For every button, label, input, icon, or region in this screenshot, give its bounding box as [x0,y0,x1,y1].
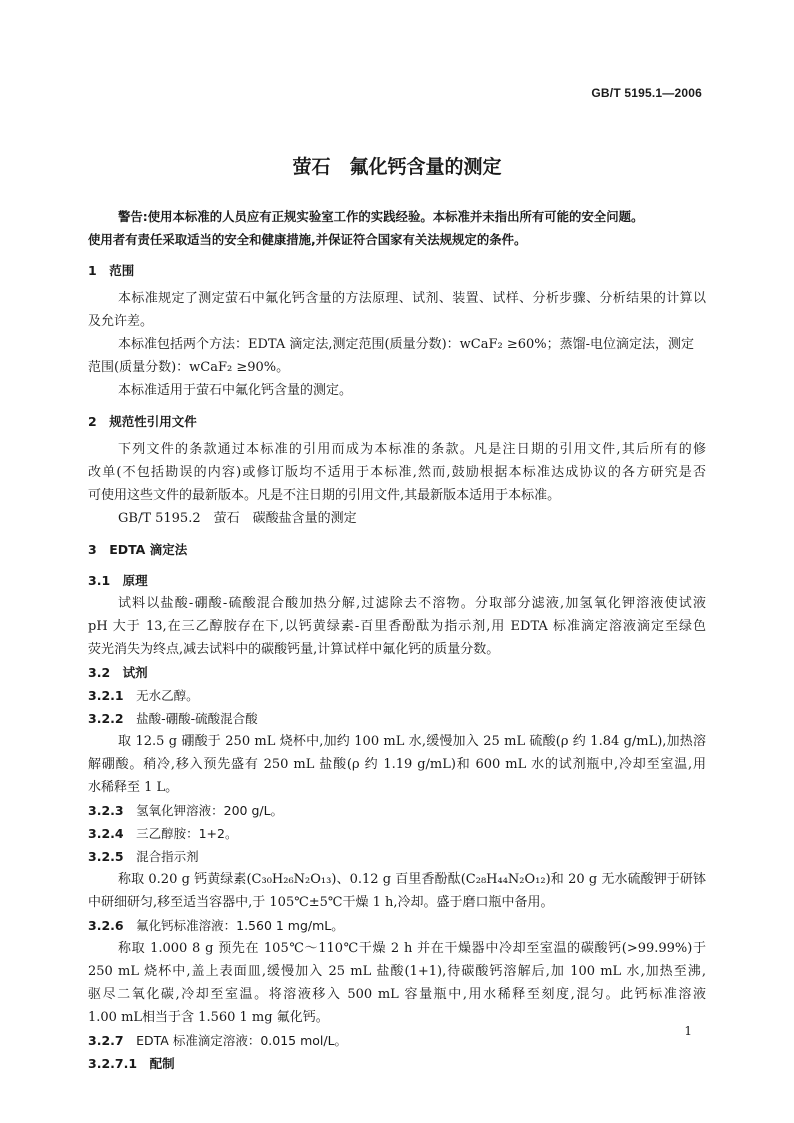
page-number: 1 [684,1024,692,1038]
sec1-p1-l1: 本标准规定了测定萤石中氟化钙含量的方法原理、试剂、装置、试样、分析步骤、分析结果的计算以 [118,291,706,306]
s327-text: EDTA 标准滴定溶液：0.015 mol/L。 [136,1033,348,1048]
s322-p-l1: 取 12.5 g 硼酸于 250 mL 烧杯中,加约 100 mL 水,缓慢加入 25 mL 硫酸(ρ 约 1.84 g/mL),加热溶 [118,734,706,749]
s3271-heading [88,1052,706,1075]
sec2-p1-l3: 可使用这些文件的最新版本。凡是不注日期的引用文件,其最新版本适用于本标准。 [88,488,561,503]
s31-heading [88,569,706,592]
warning-line-2: 使用者有责任采取适当的安全和健康措施,并保证符合国家有关法规规定的条件。 [88,232,527,247]
s326-no: 3.2.6 [88,918,124,933]
s326-p-l4: 1.00 mL相当于含 1.560 1 mg 氟化钙。 [88,1010,329,1025]
s3271-title: 配制 [149,1056,175,1071]
s322-no: 3.2.2 [88,711,124,726]
s31-p-l2: pH 大于 13,在三乙醇胺存在下,以钙黄绿素-百里香酚酞为指示剂,用 EDTA 标准滴定溶液滴定至绿色 [88,619,706,634]
s326 [88,914,706,937]
s322-p-l3: 水稀释至 1 L。 [88,780,179,795]
s325-p-l1: 称取 0.20 g 钙黄绿素(C₃₀H₂₆N₂O₁₃)、0.12 g 百里香酚酞(C₂₈H₄₄N₂O₁₂)和 20 g 无水硫酸钾于研钵 [118,872,706,887]
s325-p-l2: 中研细研匀,移至适当容器中,于 105℃±5℃干燥 1 h,冷却。盛于磨口瓶中备用。 [88,895,554,910]
page-title: 萤石 氟化钙含量的测定 [292,156,502,178]
s324-text: 三乙醇胺：1+2。 [136,826,238,841]
warning-line-1: 警告:使用本标准的人员应有正规实验室工作的实践经验。本标准并未指出所有可能的安全问题。 [118,209,644,224]
s322-heading [88,707,706,730]
s327-no: 3.2.7 [88,1033,124,1048]
sec1-p2-l1: 本标准包括两个方法：EDTA 滴定法,测定范围(质量分数)：wCaF₂ ≥60%；蒸馏-电位滴定法，测定 [118,337,695,352]
sec1-p1-l2: 及允许差。 [88,314,154,329]
document-body [88,205,706,1075]
s326-p-l3: 驱尽二氧化碳,冷却至室温。将溶液移入 500 mL 容量瓶中,用水稀释至刻度,混匀。此钙标准溶液 [88,987,706,1002]
sec2-p1-l1: 下列文件的条款通过本标准的引用而成为本标准的条款。凡是注日期的引用文件,其后所有的修 [118,442,706,457]
s324-no: 3.2.4 [88,826,124,841]
s326-text: 氟化钙标准溶液：1.560 1 mg/mL。 [136,918,344,933]
s322-title: 盐酸-硼酸-硫酸混合酸 [136,711,258,726]
s32-title: 试剂 [122,665,148,680]
s321 [88,684,706,707]
s31-title: 原理 [122,573,148,588]
s323-text: 氢氧化钾溶液：200 g/L。 [136,803,284,818]
s323-no: 3.2.3 [88,803,124,818]
section-1-heading: 1 范围 [88,263,135,278]
s324 [88,822,706,845]
s32-no: 3.2 [88,665,111,680]
sec1-p3: 本标准适用于萤石中氟化钙含量的测定。 [118,383,353,398]
s32-heading [88,661,706,684]
s3271-no: 3.2.7.1 [88,1056,138,1071]
s325-no: 3.2.5 [88,849,124,864]
sec1-p2-l2: 范围(质量分数)：wCaF₂ ≥90%。 [88,360,290,375]
s325-title: 混合指示剂 [136,849,199,864]
s321-text: 无水乙醇。 [136,688,199,703]
s323 [88,799,706,822]
s321-no: 3.2.1 [88,688,124,703]
standard-number: GB/T 5195.1—2006 [591,86,702,100]
section-3-heading: 3 EDTA 滴定法 [88,542,188,557]
section-2-heading: 2 规范性引用文件 [88,414,197,429]
s31-no: 3.1 [88,573,111,588]
s322-p-l2: 解硼酸。稍冷,移入预先盛有 250 mL 盐酸(ρ 约 1.19 g/mL)和 600 mL 水的试剂瓶中,冷却至室温,用 [88,757,706,772]
s326-p-l1: 称取 1.000 8 g 预先在 105℃～110℃干燥 2 h 并在干燥器中冷却至室温的碳酸钙(>99.99%)于 [118,941,706,956]
s326-p-l2: 250 mL 烧杯中,盖上表面皿,缓慢加入 25 mL 盐酸(1+1),待碳酸钙溶解后,加 100 mL 水,加热至沸, [88,964,706,979]
s327 [88,1029,706,1052]
sec2-p1-l2: 改单(不包括勘误的内容)或修订版均不适用于本标准,然而,鼓励根据本标准达成协议的各方研究是否 [88,465,706,480]
s31-p-l3: 荧光消失为终点,减去试料中的碳酸钙量,计算试样中氟化钙的质量分数。 [88,642,500,657]
s325-heading [88,845,706,868]
sec2-ref: GB/T 5195.2 萤石 碳酸盐含量的测定 [118,511,357,526]
s31-p-l1: 试料以盐酸-硼酸-硫酸混合酸加热分解,过滤除去不溶物。分取部分滤液,加氢氧化钾溶液使试液 [118,596,706,611]
